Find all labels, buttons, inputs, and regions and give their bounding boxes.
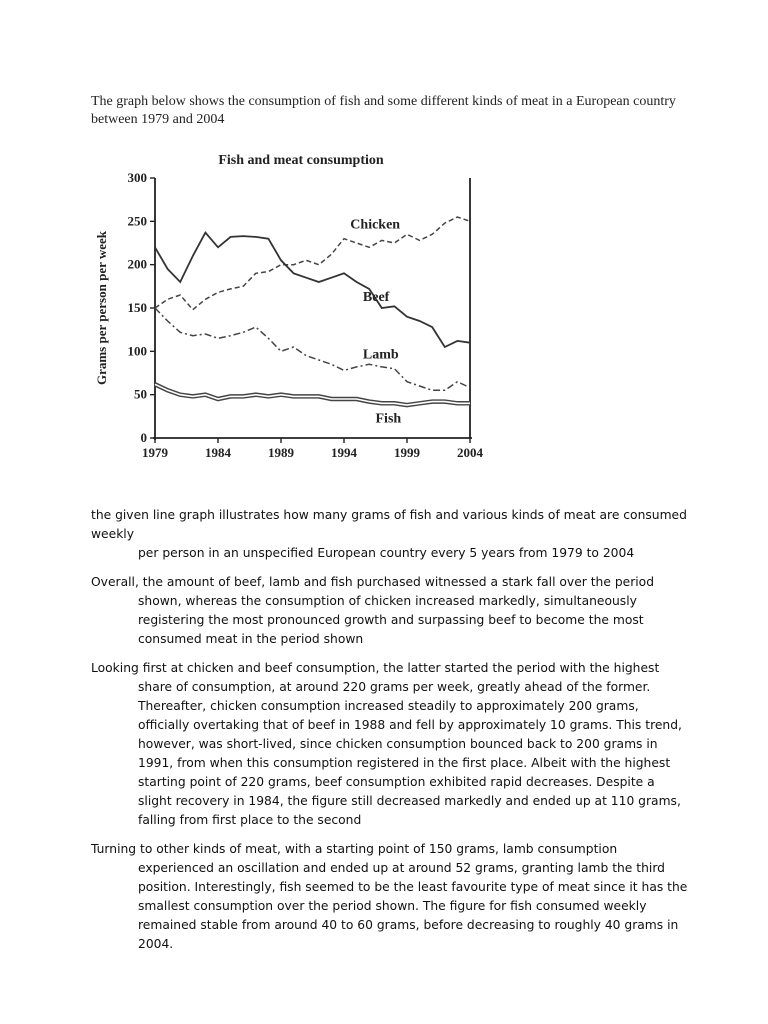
essay-overview: Overall, the amount of beef, lamb and fish purchased witnessed a stark fall over the period shown, whereas the consumption of chicken increased markedly, simultaneously registering the most pronounced growth and surpassing beef to become the most consumed meat in the period shown <box>91 575 654 646</box>
beef-series-line <box>155 233 470 347</box>
chart-svg <box>88 140 498 470</box>
chicken-series-line <box>155 217 470 310</box>
y-tick-label: 150 <box>127 300 147 315</box>
essay-body-1: Looking first at chicken and beef consumption, the latter started the period with the highest share of consumption, at around 220 grams per week, greatly ahead of the former. Thereafter, chicken consumption increased steadily to approximately 200 grams, officially overtaking that of beef in 1988 and fell by approximately 10 grams. This trend, however, was short-lived, since chicken consumption bounced back to 200 grams in 1991, from when this consumption registered in the first place. Albeit with the highest starting point of 220 grams, beef consumption exhibited rapid decreases. Despite a slight recovery in 1984, the figure still decreased markedly and ended up at 110 grams, falling from first place to the second <box>91 661 682 827</box>
fish-series-label: Fish <box>375 411 402 427</box>
y-tick-label: 100 <box>127 343 147 359</box>
y-tick-label: 50 <box>134 386 147 402</box>
essay-intro-continuation: per person in an unspecified European country every 5 years from 1979 to 2004 <box>138 546 635 560</box>
y-axis-label: Grams per person per week <box>94 230 109 386</box>
x-tick-label: 1994 <box>331 445 357 460</box>
essay <box>91 506 691 964</box>
x-tick-label: 1999 <box>394 445 420 460</box>
essay-intro <box>91 506 691 563</box>
line-chart <box>88 140 498 470</box>
chart-title: Fish and meat consumption <box>218 153 384 168</box>
x-tick-label: 1979 <box>142 445 168 460</box>
x-tick-label: 1984 <box>205 445 231 460</box>
beef-series-label: Beef <box>362 290 390 306</box>
y-tick-label: 0 <box>140 430 147 445</box>
lamb-series-label: Lamb <box>362 347 399 363</box>
y-tick-label: 250 <box>127 213 147 229</box>
lamb-series-line <box>155 308 470 390</box>
essay-intro-first-line: the given line graph illustrates how many grams of fish and various kinds of meat are consumed weekly <box>91 508 687 541</box>
x-tick-label: 1989 <box>268 445 294 460</box>
y-tick-label: 300 <box>127 170 147 185</box>
essay-body-2: Turning to other kinds of meat, with a starting point of 150 grams, lamb consumption experienced an oscillation and ended up at around 52 grams, granting lamb the third position. Interestingly, fish seemed to be the least favourite type of meat since it has the smallest consumption over the period shown. The figure for fish consumed weekly remained stable from around 40 to 60 grams, before decreasing to roughly 40 grams in 2004. <box>91 842 688 951</box>
y-tick-label: 200 <box>127 256 147 272</box>
x-tick-label: 2004 <box>457 445 483 460</box>
task-prompt: The graph below shows the consumption of fish and some different kinds of meat in a European country between 1979 and 2004 <box>91 94 676 127</box>
chicken-series-label: Chicken <box>350 217 401 233</box>
